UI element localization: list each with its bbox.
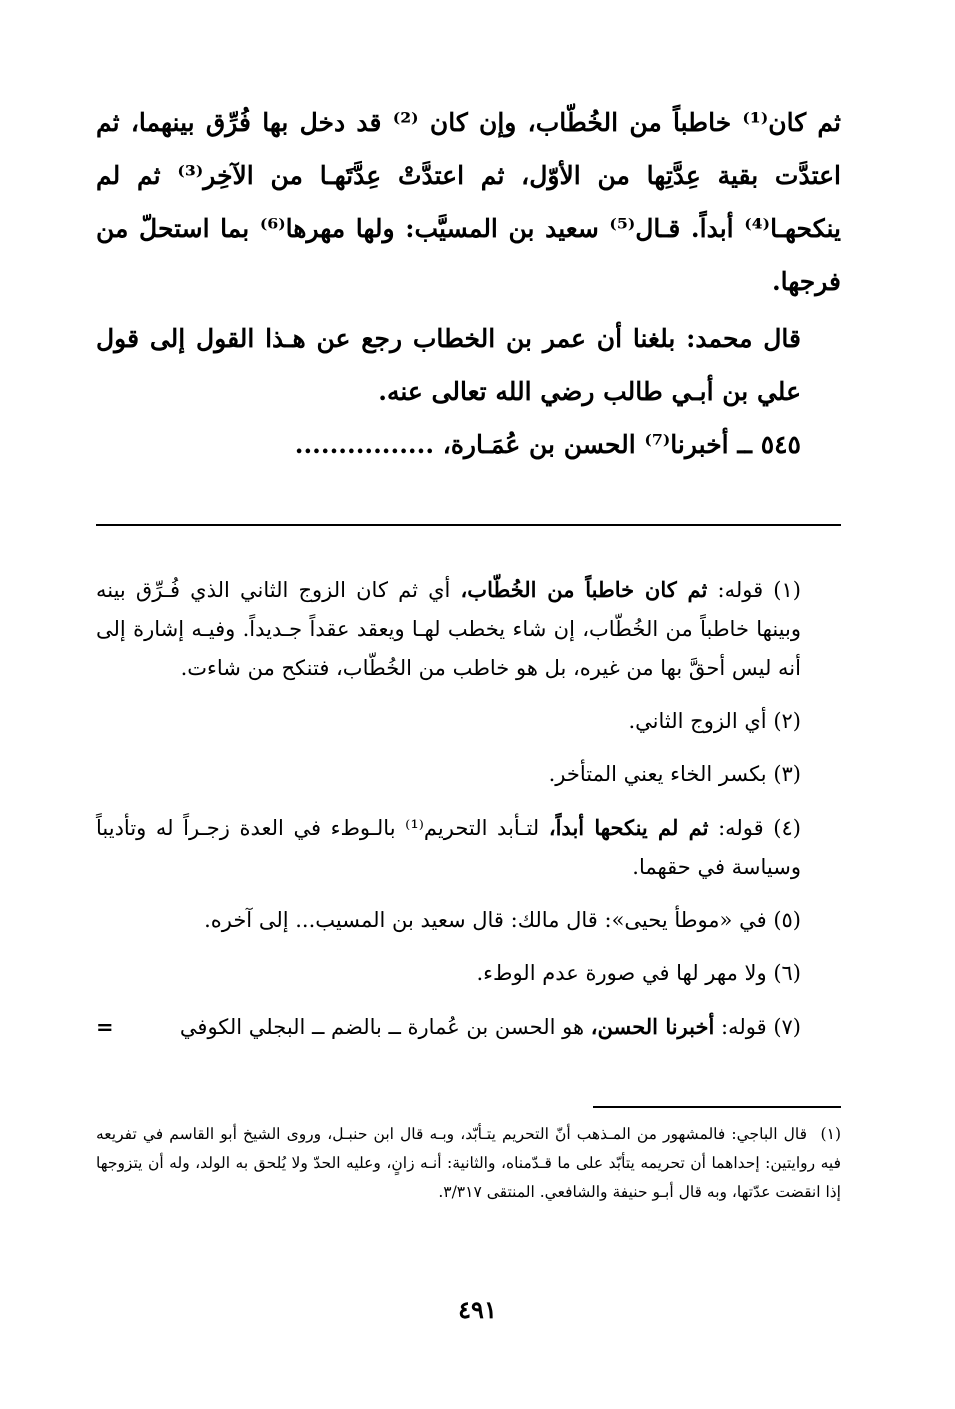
footnote-number: (٣): [773, 762, 801, 786]
footnote-number: (٧): [773, 1015, 801, 1039]
footnote-number: (٥): [773, 908, 801, 932]
footnote-7: [96, 1007, 841, 1047]
main-paragraph-1: ثم كان⁽¹⁾ خاطباً من الخُطّاب، وإن كان ⁽²⁾ قد دخل بها فُرِّق بينهما، ثم اعتدَّت بقية عِدَّتِها من الأوّل، ثم اعتدَّتْ عِدَّتَهـا من الآخِر⁽³⁾ ثم لم ينكحهـا⁽⁴⁾ أبداً. قـال⁽⁵⁾ سعيد بن المسيَّب: ولها مهرها⁽⁶⁾ بما استحلّ من فرجها.: [96, 108, 842, 296]
footnote-quote: ثم كان خاطباً من الخُطّاب،: [460, 577, 708, 602]
hadith-dash: ــ: [737, 430, 752, 459]
footnote-text: هو الحسن بن عُمارة ــ بالضم ــ البجلي الكوفي: [179, 1015, 585, 1039]
footnote-text: ولا مهر لها في صورة عدم الوطء.: [476, 961, 767, 985]
subfootnote-number: (١): [820, 1125, 841, 1143]
hadith-line: [96, 418, 841, 471]
footnote-lead: قوله:: [717, 578, 764, 602]
main-paragraph-2: قال محمد: بلغنا أن عمر بن الخطاب رجع عن هـذا القول إلى قول علي بن أبـي طالب رضي الله تعالى عنه.: [96, 324, 801, 406]
footnote-number: (٢): [773, 709, 801, 733]
footnotes: [96, 570, 841, 1047]
hadith-text: أخبرنا⁽⁷⁾ الحسن بن عُمَـارة،: [442, 430, 729, 459]
footnote-number: (٤): [773, 816, 801, 840]
footnote-text: لتـأبد التحريم⁽¹⁾ بالـوطء في العدة زجـراً له وتأديباً وسياسة في حقهما.: [96, 816, 801, 879]
footnote-2: [96, 702, 841, 741]
continuation-dots: ................: [294, 430, 435, 459]
continuation-mark: =: [96, 1014, 114, 1039]
hadith-number: ٥٤٥: [760, 430, 801, 459]
footnote-1: [96, 570, 841, 688]
footnote-text: أي الزوج الثاني.: [628, 709, 767, 733]
subfootnote-text: قال الباجي: فالمشهور من المـذهب أنّ التحريم يتـأبّد، وبـه قال ابن حنبـل، وروى الشيخ أبو القاسم في تفريعه فيه روايتين: إحداهما أن تحريمه يتأبّد على ما قـدّمناه، والثانية: أنـه زانٍ، وعليه الحدّ ولا يُلحق به الولد، وله أن يتزوجها إذا انقضت عدّتها، وبه قال أبـو حنيفة والشافعي. المنتقى ٣/٣١٧.: [96, 1125, 841, 1201]
footnote-4: [96, 808, 841, 887]
main-text: [96, 96, 841, 471]
footnote-text: أي ثم كان الزوج الثاني الذي فُـرِّق بينه وبينها خاطباً من الخُطّاب، إن شاء يخطب لهـا ويعقد عقداً جـديداً. وفيـه إشارة إلى أنه ليس أحقَّ بها من غيره، بل هو خاطب من الخُطّاب، فتنكح من شاءت.: [96, 578, 801, 680]
footnote-number: (١): [773, 578, 801, 602]
footnote-quote: ثم لم ينكحها أبداً،: [548, 815, 709, 840]
subfootnotes: [96, 1120, 841, 1207]
footnote-6: [96, 954, 841, 993]
page-number: ٤٩١: [458, 1295, 497, 1324]
footnote-lead: قوله:: [721, 1015, 767, 1039]
footnote-text: بكسر الخاء يعني المتأخر.: [548, 762, 767, 786]
footnote-5: [96, 901, 841, 940]
footnote-lead: قوله:: [718, 816, 764, 840]
main-divider: [96, 524, 841, 526]
footnote-number: (٦): [773, 961, 801, 985]
subfootnote-divider: [593, 1106, 841, 1108]
footnote-text: في «موطأ يحيى»: قال مالك: قال سعيد بن المسيب... إلى آخره.: [204, 908, 767, 932]
subfootnote-1: [96, 1120, 841, 1207]
footnote-quote: أخبرنا الحسن،: [590, 1014, 715, 1039]
footnote-3: [96, 755, 841, 794]
